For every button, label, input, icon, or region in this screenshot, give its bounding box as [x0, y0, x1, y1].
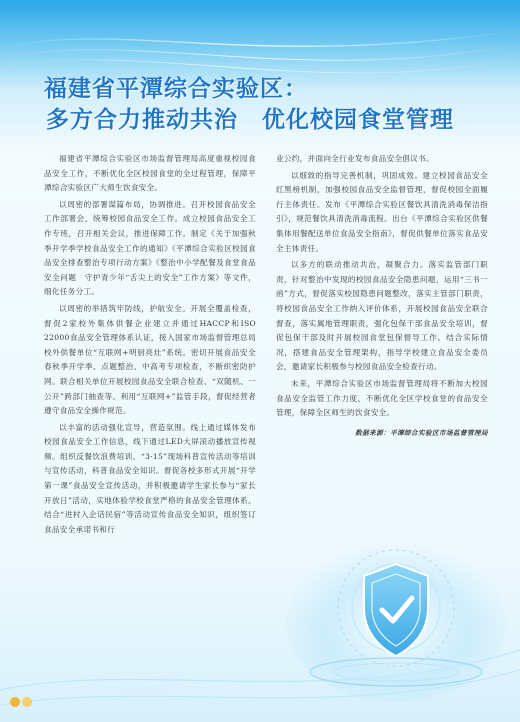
left-column	[44, 152, 256, 652]
shield-icon	[278, 512, 508, 702]
page-marker-dot	[10, 697, 20, 707]
title-line-2: 多方合力推动共治 优化校园食堂管理	[46, 107, 454, 133]
article-header	[44, 74, 484, 136]
paragraph: 以细致的指导完善机制，巩固成效。建立校园食品安全红黑榜机制，加强校园食品安全监督管理，督促校园全面履行主体责任。发布《平潭综合实验区餐饮具清洗消毒保洁指引》，规范餐饮具清洗消毒流程。出台《平潭综合实验区供餐集体用餐配送单位食品安全指南》，督促供餐单位落实食品安全主体责任。	[276, 170, 488, 253]
paragraph: 业公约，并面向全行业发布食品安全倡议书。	[276, 154, 434, 163]
paragraph: 以周密的部署谋篇布局，协调推进。召开校园食品安全工作部署会，统筹校园食品安全工作。成立校园食品安全工作专班，召开相关会议，推进保障工作。制定《关于加强秋季开学季学校食品安全工作的通知》《平潭综合实验区校园食品安全排查整治专项行动方案》《整治中小学配餐及食堂食品安全问题 守护青少年“舌尖上的安全”工作方案》等文件，细化任务分工。	[44, 199, 256, 297]
source-credit: 数据来源：平潭综合实验区市场监督管理局	[355, 428, 488, 437]
title-line-1: 福建省平潭综合实验区：	[44, 76, 308, 102]
paragraph: 以多方的联动推动共治，凝聚合力。落实监管部门职责，针对整治中发现的校园食品安全隐患问题，运用“三书一函”方式，督促落实校园隐患问题整改，落实主管部门职责，将校园食品安全工作纳入评价体系，开展校园食品安全联合督查，落实属地管理职责，强化包保干部食品安全培训，督促包保干部及时开展校园食堂包保督导工作。结合实际情况，搭建食品安全管理架构，指导学校建立食品安全委员会，邀请家长积极参与校园食品安全检查行动。	[276, 260, 488, 372]
page-marker-dot	[22, 697, 32, 707]
paragraph: 福建省平潭综合实验区市场监督管理局高度重视校园食品安全工作，不断优化全区校园食堂的全过程管理，保障平潭综合实验区广大师生饮食安全。	[44, 154, 256, 193]
paragraph: 以周密的举措筑牢防线，护航安全。开展全覆盖检查，督促2家校外集体供餐企业建立并通过HACCP和ISO 22000食品安全管理体系认证，接入国家市场监督管理总局校外供餐单位“互联网+明厨亮灶”系统。密切开展食品安全春秋季开学季、点题整治、中高考专项检查，不断织密防护网。联合相关单位开展校园食品安全联合检查、“双随机、一公开”跨部门抽查等。利用“互联网+”监管手段，督促经营者遵守食品安全操作规范。	[44, 303, 256, 416]
paragraph: 未来，平潭综合实验区市场监督管理局将不断加大校园食品安全监管工作力度，不断优化全区学校食堂的食品安全管理，保障全区师生的饮食安全。	[276, 378, 488, 418]
paragraph: 以丰富的活动强化宣导，营造氛围。线上通过媒体发布校园食品安全工作信息，线下通过LED大屏滚动播放宣传视频。组织反餐饮浪费培训、“3·15”现场科普宣传活动等培训与宣传活动，科普食品安全知识。督促各校多形式开展“开学第一课”食品安全宣传活动，并积极邀请学生家长参与“家长开放日”活动，实地体验学校食堂严格的食品安全管理体系。结合“进村入企话民宿”等活动宣传食品安全知识，组织签订食品安全承诺书和行	[44, 422, 256, 534]
page-marker-icon	[10, 692, 46, 712]
